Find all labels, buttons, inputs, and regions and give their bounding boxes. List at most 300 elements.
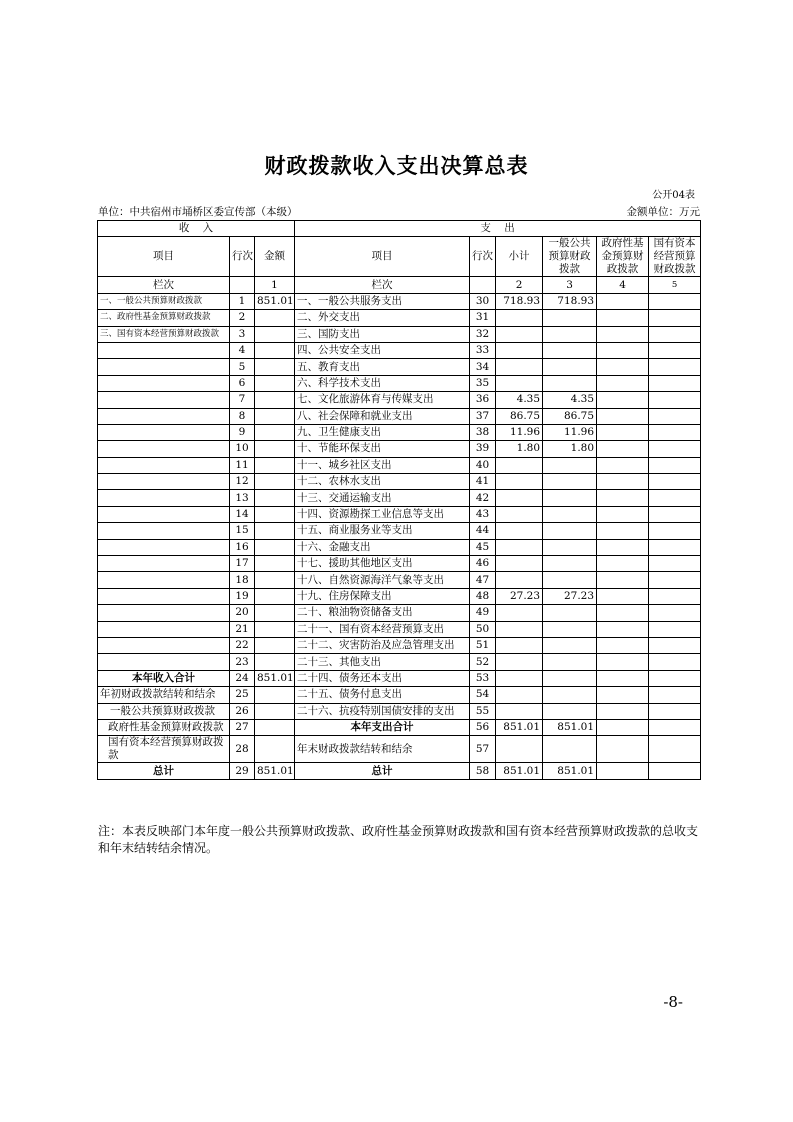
general-budget-value: [543, 556, 597, 572]
income-line: 28: [230, 736, 255, 763]
income-item: 政府性基金预算财政拨款: [98, 719, 230, 735]
income-item: [98, 637, 230, 653]
table-body: [98, 293, 701, 779]
income-amount: [255, 719, 295, 735]
state-capital-value: [649, 736, 701, 763]
column-row-label: 栏次: [295, 277, 470, 293]
income-amount: [255, 474, 295, 490]
state-capital-value: [649, 457, 701, 473]
expense-item: 二十三、其他支出: [295, 654, 470, 670]
subtotal-value: [496, 506, 543, 522]
state-capital-value: [649, 375, 701, 391]
expense-line: 49: [470, 605, 496, 621]
income-item: [98, 441, 230, 457]
subtotal-value: 4.35: [496, 392, 543, 408]
income-item: 国有资本经营预算财政拨款: [98, 736, 230, 763]
expense-line: 37: [470, 408, 496, 424]
expense-item: 二十四、债务还本支出: [295, 670, 470, 686]
income-item: [98, 605, 230, 621]
table-row: [98, 310, 701, 326]
income-amount: [255, 408, 295, 424]
income-item: [98, 408, 230, 424]
table-row: [98, 621, 701, 637]
general-budget-value: [543, 637, 597, 653]
state-capital-value: [649, 359, 701, 375]
expense-line: 31: [470, 310, 496, 326]
subtotal-value: [496, 490, 543, 506]
income-item: [98, 621, 230, 637]
income-amount: [255, 572, 295, 588]
fund-budget-value: [597, 719, 649, 735]
fund-budget-value: [597, 310, 649, 326]
state-capital-value: [649, 310, 701, 326]
subtotal-value: [496, 670, 543, 686]
page-number: -8-: [663, 993, 683, 1011]
income-line: 26: [230, 703, 255, 719]
table-row: [98, 375, 701, 391]
general-budget-value: [543, 654, 597, 670]
expense-header: 支 出: [295, 221, 701, 237]
income-amount: [255, 310, 295, 326]
income-item: 本年收入合计: [98, 670, 230, 686]
income-amount: [255, 441, 295, 457]
table-row: [98, 424, 701, 440]
expense-line: 55: [470, 703, 496, 719]
subtotal-value: [496, 523, 543, 539]
income-amount: [255, 703, 295, 719]
state-capital-value: [649, 506, 701, 522]
income-amount: 851.01: [255, 293, 295, 309]
expense-line: 30: [470, 293, 496, 309]
table-row: [98, 637, 701, 653]
fund-budget-value: [597, 474, 649, 490]
general-budget-value: [543, 326, 597, 342]
table-row: [98, 293, 701, 309]
income-line: 29: [230, 763, 255, 779]
budget-table: [97, 220, 701, 780]
expense-line: 38: [470, 424, 496, 440]
income-item: 二、政府性基金预算财政拨款: [98, 310, 230, 326]
expense-line: 32: [470, 326, 496, 342]
income-line: 21: [230, 621, 255, 637]
table-row: [98, 736, 701, 763]
fund-budget-value: [597, 687, 649, 703]
general-budget-value: [543, 736, 597, 763]
table-row: [98, 457, 701, 473]
general-budget-value: 718.93: [543, 293, 597, 309]
state-capital-value: [649, 763, 701, 779]
income-line: 5: [230, 359, 255, 375]
expense-line: 39: [470, 441, 496, 457]
income-amount-header: 金额: [255, 237, 295, 277]
expense-line: 40: [470, 457, 496, 473]
expense-item: 五、教育支出: [295, 359, 470, 375]
col-5: 5: [649, 277, 701, 293]
income-item: [98, 375, 230, 391]
income-line: 11: [230, 457, 255, 473]
general-budget-value: [543, 687, 597, 703]
expense-item: 十、节能环保支出: [295, 441, 470, 457]
state-capital-value: [649, 670, 701, 686]
fund-budget-value: [597, 588, 649, 604]
income-line: 8: [230, 408, 255, 424]
expense-line: 50: [470, 621, 496, 637]
table-row: [98, 359, 701, 375]
expense-item: 二、外交支出: [295, 310, 470, 326]
subtotal-value: [496, 572, 543, 588]
state-capital-value: [649, 474, 701, 490]
state-capital-value: [649, 719, 701, 735]
income-amount: [255, 736, 295, 763]
table-row: [98, 719, 701, 735]
expense-item: 九、卫生健康支出: [295, 424, 470, 440]
subtotal-value: [496, 457, 543, 473]
income-line: 19: [230, 588, 255, 604]
income-amount: [255, 506, 295, 522]
general-budget-value: [543, 523, 597, 539]
state-capital-value: [649, 408, 701, 424]
fund-budget-value: [597, 556, 649, 572]
income-amount: 851.01: [255, 670, 295, 686]
expense-item: 六、科学技术支出: [295, 375, 470, 391]
income-line: 22: [230, 637, 255, 653]
col-1: 1: [255, 277, 295, 293]
income-item: [98, 506, 230, 522]
fund-budget-value: [597, 763, 649, 779]
subtotal-value: 1.80: [496, 441, 543, 457]
general-budget-value: 851.01: [543, 719, 597, 735]
income-line: 18: [230, 572, 255, 588]
income-line: 2: [230, 310, 255, 326]
income-line: 25: [230, 687, 255, 703]
expense-item: 十六、金融支出: [295, 539, 470, 555]
state-capital-value: [649, 392, 701, 408]
income-item: [98, 572, 230, 588]
table-row: [98, 588, 701, 604]
expense-item: 十二、农林水支出: [295, 474, 470, 490]
income-amount: [255, 556, 295, 572]
fund-budget-value: [597, 392, 649, 408]
fund-budget-value: [597, 424, 649, 440]
expense-item: 一、一般公共服务支出: [295, 293, 470, 309]
amount-unit: 金额单位：万元: [626, 206, 700, 218]
expense-item: 本年支出合计: [295, 719, 470, 735]
income-header: 收 入: [98, 221, 295, 237]
expense-line: 43: [470, 506, 496, 522]
income-amount: [255, 637, 295, 653]
expense-line: 42: [470, 490, 496, 506]
expense-line: 46: [470, 556, 496, 572]
expense-line: 48: [470, 588, 496, 604]
table-row: [98, 539, 701, 555]
form-number: 公开04表: [652, 190, 695, 201]
income-item: 一、一般公共预算财政拨款: [98, 293, 230, 309]
income-item: 年初财政拨款结转和结余: [98, 687, 230, 703]
expense-line: 56: [470, 719, 496, 735]
general-budget-value: 4.35: [543, 392, 597, 408]
income-line: 24: [230, 670, 255, 686]
expense-item: 二十一、国有资本经营预算支出: [295, 621, 470, 637]
general-budget-value: [543, 572, 597, 588]
table-row: [98, 490, 701, 506]
income-line: 9: [230, 424, 255, 440]
income-amount: [255, 588, 295, 604]
subtotal-value: [496, 605, 543, 621]
income-line: 6: [230, 375, 255, 391]
general-budget-value: [543, 490, 597, 506]
income-line: 1: [230, 293, 255, 309]
subtotal-value: [496, 654, 543, 670]
table-row: [98, 703, 701, 719]
income-line: 13: [230, 490, 255, 506]
income-line: 4: [230, 342, 255, 358]
fund-budget-value: [597, 490, 649, 506]
subtotal-value: [496, 736, 543, 763]
fund-budget-value: [597, 654, 649, 670]
expense-item: 三、国防支出: [295, 326, 470, 342]
fund-budget-value: [597, 670, 649, 686]
general-budget-value: [543, 605, 597, 621]
income-item: [98, 424, 230, 440]
income-item: [98, 457, 230, 473]
state-capital-value: [649, 490, 701, 506]
expense-item: 十九、住房保障支出: [295, 588, 470, 604]
expense-line: 34: [470, 359, 496, 375]
income-line: 10: [230, 441, 255, 457]
expense-line-header: 行次: [470, 237, 496, 277]
fund-budget-value: [597, 326, 649, 342]
state-capital-value: [649, 523, 701, 539]
expense-line: 53: [470, 670, 496, 686]
col-3: 3: [543, 277, 597, 293]
subtotal-value: [496, 556, 543, 572]
fund-budget-value: [597, 342, 649, 358]
income-item: [98, 523, 230, 539]
state-capital-value: [649, 556, 701, 572]
expense-line: 47: [470, 572, 496, 588]
subtotal-value: [496, 359, 543, 375]
state-capital-value: [649, 687, 701, 703]
subtotal-value: [496, 326, 543, 342]
income-line: 23: [230, 654, 255, 670]
income-item: [98, 556, 230, 572]
fund-budget-value: [597, 408, 649, 424]
income-amount: [255, 490, 295, 506]
income-amount: [255, 605, 295, 621]
state-capital-header: 国有资本经营预算财政拨款: [649, 237, 701, 277]
fund-budget-value: [597, 736, 649, 763]
income-item: 三、国有资本经营预算财政拨款: [98, 326, 230, 342]
general-budget-value: [543, 310, 597, 326]
income-amount: [255, 621, 295, 637]
subtotal-value: [496, 375, 543, 391]
income-item: [98, 359, 230, 375]
expense-item: 二十五、债务付息支出: [295, 687, 470, 703]
income-item: [98, 588, 230, 604]
table-row: [98, 670, 701, 686]
expense-line: 35: [470, 375, 496, 391]
column-row-label: 栏次: [98, 277, 230, 293]
fund-budget-value: [597, 523, 649, 539]
state-capital-value: [649, 654, 701, 670]
state-capital-value: [649, 424, 701, 440]
subtotal-value: [496, 474, 543, 490]
general-budget-value: [543, 457, 597, 473]
subtotal-value: 86.75: [496, 408, 543, 424]
state-capital-value: [649, 588, 701, 604]
expense-line: 45: [470, 539, 496, 555]
expense-line: 41: [470, 474, 496, 490]
income-line: 12: [230, 474, 255, 490]
general-budget-value: 86.75: [543, 408, 597, 424]
income-line: 15: [230, 523, 255, 539]
state-capital-value: [649, 539, 701, 555]
income-amount: [255, 687, 295, 703]
fund-budget-value: [597, 605, 649, 621]
income-amount: [255, 654, 295, 670]
subtotal-value: [496, 703, 543, 719]
expense-line: 54: [470, 687, 496, 703]
income-item: [98, 539, 230, 555]
general-budget-value: [543, 539, 597, 555]
general-budget-header: 一般公共预算财政拨款: [543, 237, 597, 277]
state-capital-value: [649, 572, 701, 588]
fund-budget-value: [597, 539, 649, 555]
state-capital-value: [649, 342, 701, 358]
state-capital-value: [649, 621, 701, 637]
state-capital-value: [649, 703, 701, 719]
col-2: 2: [496, 277, 543, 293]
expense-line: 52: [470, 654, 496, 670]
income-line: 20: [230, 605, 255, 621]
table-row: [98, 523, 701, 539]
subtotal-value: [496, 621, 543, 637]
table-row: [98, 392, 701, 408]
state-capital-value: [649, 293, 701, 309]
income-item: [98, 392, 230, 408]
expense-item: 二十六、抗疫特别国债安排的支出: [295, 703, 470, 719]
expense-item: 总计: [295, 763, 470, 779]
table-row: [98, 654, 701, 670]
expense-item: 八、社会保障和就业支出: [295, 408, 470, 424]
table-row: [98, 474, 701, 490]
col-4: 4: [597, 277, 649, 293]
expense-item: 十七、援助其他地区支出: [295, 556, 470, 572]
subtotal-value: 851.01: [496, 719, 543, 735]
general-budget-value: [543, 474, 597, 490]
expense-line: 57: [470, 736, 496, 763]
income-item: [98, 654, 230, 670]
fund-budget-value: [597, 359, 649, 375]
table-row: [98, 408, 701, 424]
income-line: 3: [230, 326, 255, 342]
income-item: 一般公共预算财政拨款: [98, 703, 230, 719]
expense-item: 十八、自然资源海洋气象等支出: [295, 572, 470, 588]
income-line: 16: [230, 539, 255, 555]
general-budget-value: [543, 621, 597, 637]
income-amount: [255, 539, 295, 555]
expense-line: 44: [470, 523, 496, 539]
fund-budget-value: [597, 621, 649, 637]
expense-item: 十五、商业服务业等支出: [295, 523, 470, 539]
footnote: 注：本表反映部门本年度一般公共预算财政拨款、政府性基金预算财政拨款和国有资本经营预算财政拨款的总收支和年末结转结余情况。: [98, 824, 699, 855]
table-row: [98, 326, 701, 342]
subtotal-value: 718.93: [496, 293, 543, 309]
subtotal-value: [496, 687, 543, 703]
general-budget-value: [543, 359, 597, 375]
subtotal-header: 小计: [496, 237, 543, 277]
fund-budget-value: [597, 637, 649, 653]
income-item: 总计: [98, 763, 230, 779]
subtotal-value: [496, 539, 543, 555]
subtotal-value: 27.23: [496, 588, 543, 604]
expense-item: 年末财政拨款结转和结余: [295, 736, 470, 763]
income-line: 14: [230, 506, 255, 522]
fund-budget-value: [597, 506, 649, 522]
expense-line: 51: [470, 637, 496, 653]
fund-budget-value: [597, 572, 649, 588]
general-budget-value: [543, 506, 597, 522]
income-amount: [255, 326, 295, 342]
expense-item: 四、公共安全支出: [295, 342, 470, 358]
income-item: [98, 342, 230, 358]
page-title: 财政拨款收入支出决算总表: [264, 153, 529, 178]
fund-budget-value: [597, 293, 649, 309]
expense-item-header: 项目: [295, 237, 470, 277]
income-amount: [255, 392, 295, 408]
general-budget-value: [543, 375, 597, 391]
expense-item: 十一、城乡社区支出: [295, 457, 470, 473]
general-budget-value: [543, 670, 597, 686]
subtotal-value: [496, 342, 543, 358]
general-budget-value: [543, 342, 597, 358]
expense-item: 十三、交通运输支出: [295, 490, 470, 506]
expense-line: 36: [470, 392, 496, 408]
expense-line: 33: [470, 342, 496, 358]
income-amount: [255, 359, 295, 375]
expense-item: 十四、资源勘探工业信息等支出: [295, 506, 470, 522]
expense-item: 七、文化旅游体育与传媒支出: [295, 392, 470, 408]
general-budget-value: 1.80: [543, 441, 597, 457]
table-header: [98, 221, 701, 294]
table-row: [98, 556, 701, 572]
general-budget-value: 11.96: [543, 424, 597, 440]
income-amount: [255, 342, 295, 358]
expense-line: 58: [470, 763, 496, 779]
state-capital-value: [649, 326, 701, 342]
state-capital-value: [649, 441, 701, 457]
table-row: [98, 687, 701, 703]
income-line-header: 行次: [230, 237, 255, 277]
income-amount: [255, 523, 295, 539]
table-row: [98, 441, 701, 457]
table-row: [98, 763, 701, 779]
fund-budget-header: 政府性基金预算财政拨款: [597, 237, 649, 277]
general-budget-value: 27.23: [543, 588, 597, 604]
subtotal-value: [496, 637, 543, 653]
fund-budget-value: [597, 375, 649, 391]
income-line: 27: [230, 719, 255, 735]
fund-budget-value: [597, 703, 649, 719]
expense-item: 二十二、灾害防治及应急管理支出: [295, 637, 470, 653]
income-amount: 851.01: [255, 763, 295, 779]
subtotal-value: [496, 310, 543, 326]
table-row: [98, 605, 701, 621]
state-capital-value: [649, 637, 701, 653]
expense-item: 二十、粮油物资储备支出: [295, 605, 470, 621]
unit-label: 单位：中共宿州市埇桥区委宣传部（本级）: [98, 206, 298, 218]
income-item-header: 项目: [98, 237, 230, 277]
